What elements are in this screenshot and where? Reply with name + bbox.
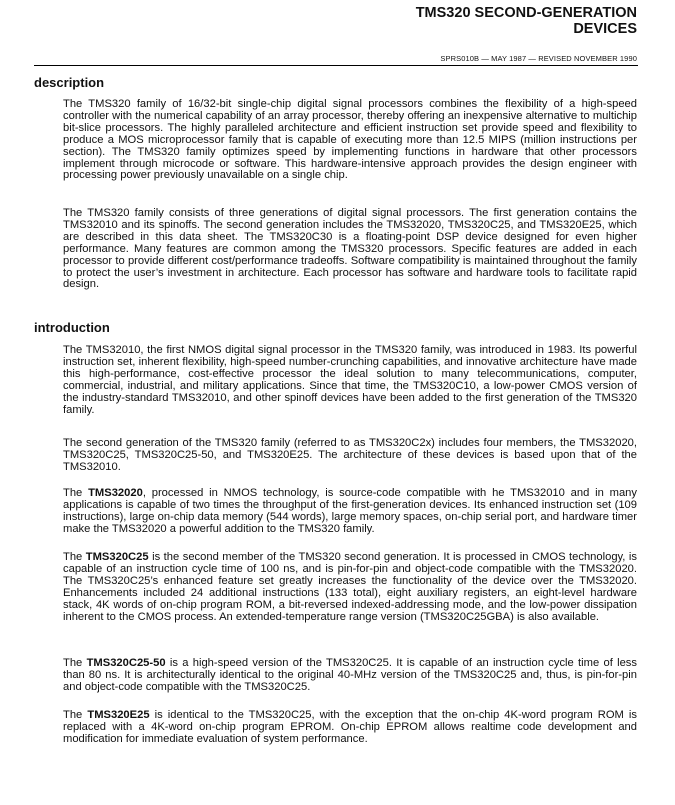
p4-device-name: TMS320C25 xyxy=(85,551,149,563)
title-line-1: TMS320 SECOND-GENERATION xyxy=(415,5,637,21)
document-title xyxy=(317,5,637,37)
introduction-paragraph-6 xyxy=(63,710,637,746)
p3-device-name: TMS32020 xyxy=(88,487,143,499)
description-paragraph-2: The TMS320 family consists of three generations of digital signal processors. The first generation contains the TMS32010 and its spinoffs. The second generation includes the TMS32020, TMS320C25, and TMS320E25, which are described in this data sheet. The TMS320C30 is a floating-point DSP device designed for even higher performance. Many features are common among the TMS320 processors. Specific features are added in each processor to provide different cost/performance tradeoffs. Software compatibility is maintained throughout the family to protect the user’s investment in architecture. Each processor has software and hardware tools to facilitate rapid design. xyxy=(63,207,637,291)
introduction-paragraph-3 xyxy=(63,488,637,536)
description-paragraph-1: The TMS320 family of 16/32-bit single-chip digital signal processors combines the flexibility of a high-speed controller with the numerical capability of an array processor, thereby offering an inexpensive alternative to multichip bit-slice processors. The highly paralleled architecture and efficient instruction set provide speed and flexibility to produce a MOS microprocessor family that is capable of executing more than 12.5 MIPS (million instructions per section). The TMS320 family optimizes speed by implementing functions in hardware that other processors implement through microcode or software. This hardware-intensive approach provides the design engineer with processing power previously unavailable on a single chip. xyxy=(63,98,637,182)
introduction-heading: introduction xyxy=(34,320,110,335)
introduction-paragraph-2: The second generation of the TMS320 family (referred to as TMS320C2x) includes four members, the TMS32020, TMS320C25, TMS320C25-50, and TMS320E25. The architecture of these devices is based upon that of the TMS32010. xyxy=(63,437,637,473)
introduction-paragraph-5 xyxy=(63,658,637,694)
introduction-paragraph-1: The TMS32010, the first NMOS digital signal processor in the TMS320 family, was introduced in 1983. Its powerful instruction set, inherent flexibility, high-speed number-crunching capabilities, and innovative architecture have made this high-performance, cost-effective processor the ideal solution to many telecommunications, computer, commercial, industrial, and military applications. Since that time, the TMS320C10, a low-power CMOS version of the industry-standard TMS32010, and other spinoff devices have been added to the first generation of the TMS320 family. xyxy=(63,344,637,416)
p4-lead: The xyxy=(63,551,86,563)
p5-body: is a high-speed version of the TMS320C25. It is capable of an instruction cycle time of less than 80 ns. It is architecturally identical to the original 40-MHz version of the TMS320C25 and, thus, is pin-for-pin and object-code compatible with the TMS320C25. xyxy=(63,657,637,693)
p5-device-name: TMS320C25-50 xyxy=(86,657,166,669)
p3-body: , processed in NMOS technology, is source-code compatible with he TMS32010 and in many applications is capable of two times the throughput of the first-generation devices. Its enhanced instruction set (109 instructions), large on-chip data memory (544 words), large memory spaces, on-chip serial port, and hardware timer make the TMS32020 a powerful addition to the TMS320 family. xyxy=(63,487,637,535)
header-rule xyxy=(34,65,638,66)
p6-lead: The xyxy=(63,709,88,721)
introduction-paragraph-4 xyxy=(63,552,637,623)
p3-lead: The xyxy=(63,487,89,499)
document-id: SPRS010B — MAY 1987 — REVISED NOVEMBER 1990 xyxy=(440,54,637,63)
p6-body: is identical to the TMS320C25, with the exception that the on-chip 4K-word program ROM is replaced with a 4K-word on-chip program EPROM. On-chip EPROM allows realtime code development and modification for immediate evaluation of system performance. xyxy=(63,709,637,745)
title-line-2: DEVICES xyxy=(573,21,637,37)
description-heading: description xyxy=(34,75,105,90)
p5-lead: The xyxy=(63,657,87,669)
p6-device-name: TMS320E25 xyxy=(87,709,150,721)
p4-body: is the second member of the TMS320 second generation. It is processed in CMOS technology, is capable of an instruction cycle time of 100 ns, and is pin-for-pin and object-code compatible with the TMS32020. The TMS320C25’s enhanced feature set greatly increases the functionality of the device over the TMS32020. Enhancements included 24 additional instructions (133 total), eight auxiliary registers, an eight-level hardware stack, 4K words of on-chip program ROM, a bit-reversed indexed-addressing mode, and the low-power dissipation inherent to the CMOS process. An extended-temperature range version (TMS320C25GBA) is also available. xyxy=(63,551,637,623)
